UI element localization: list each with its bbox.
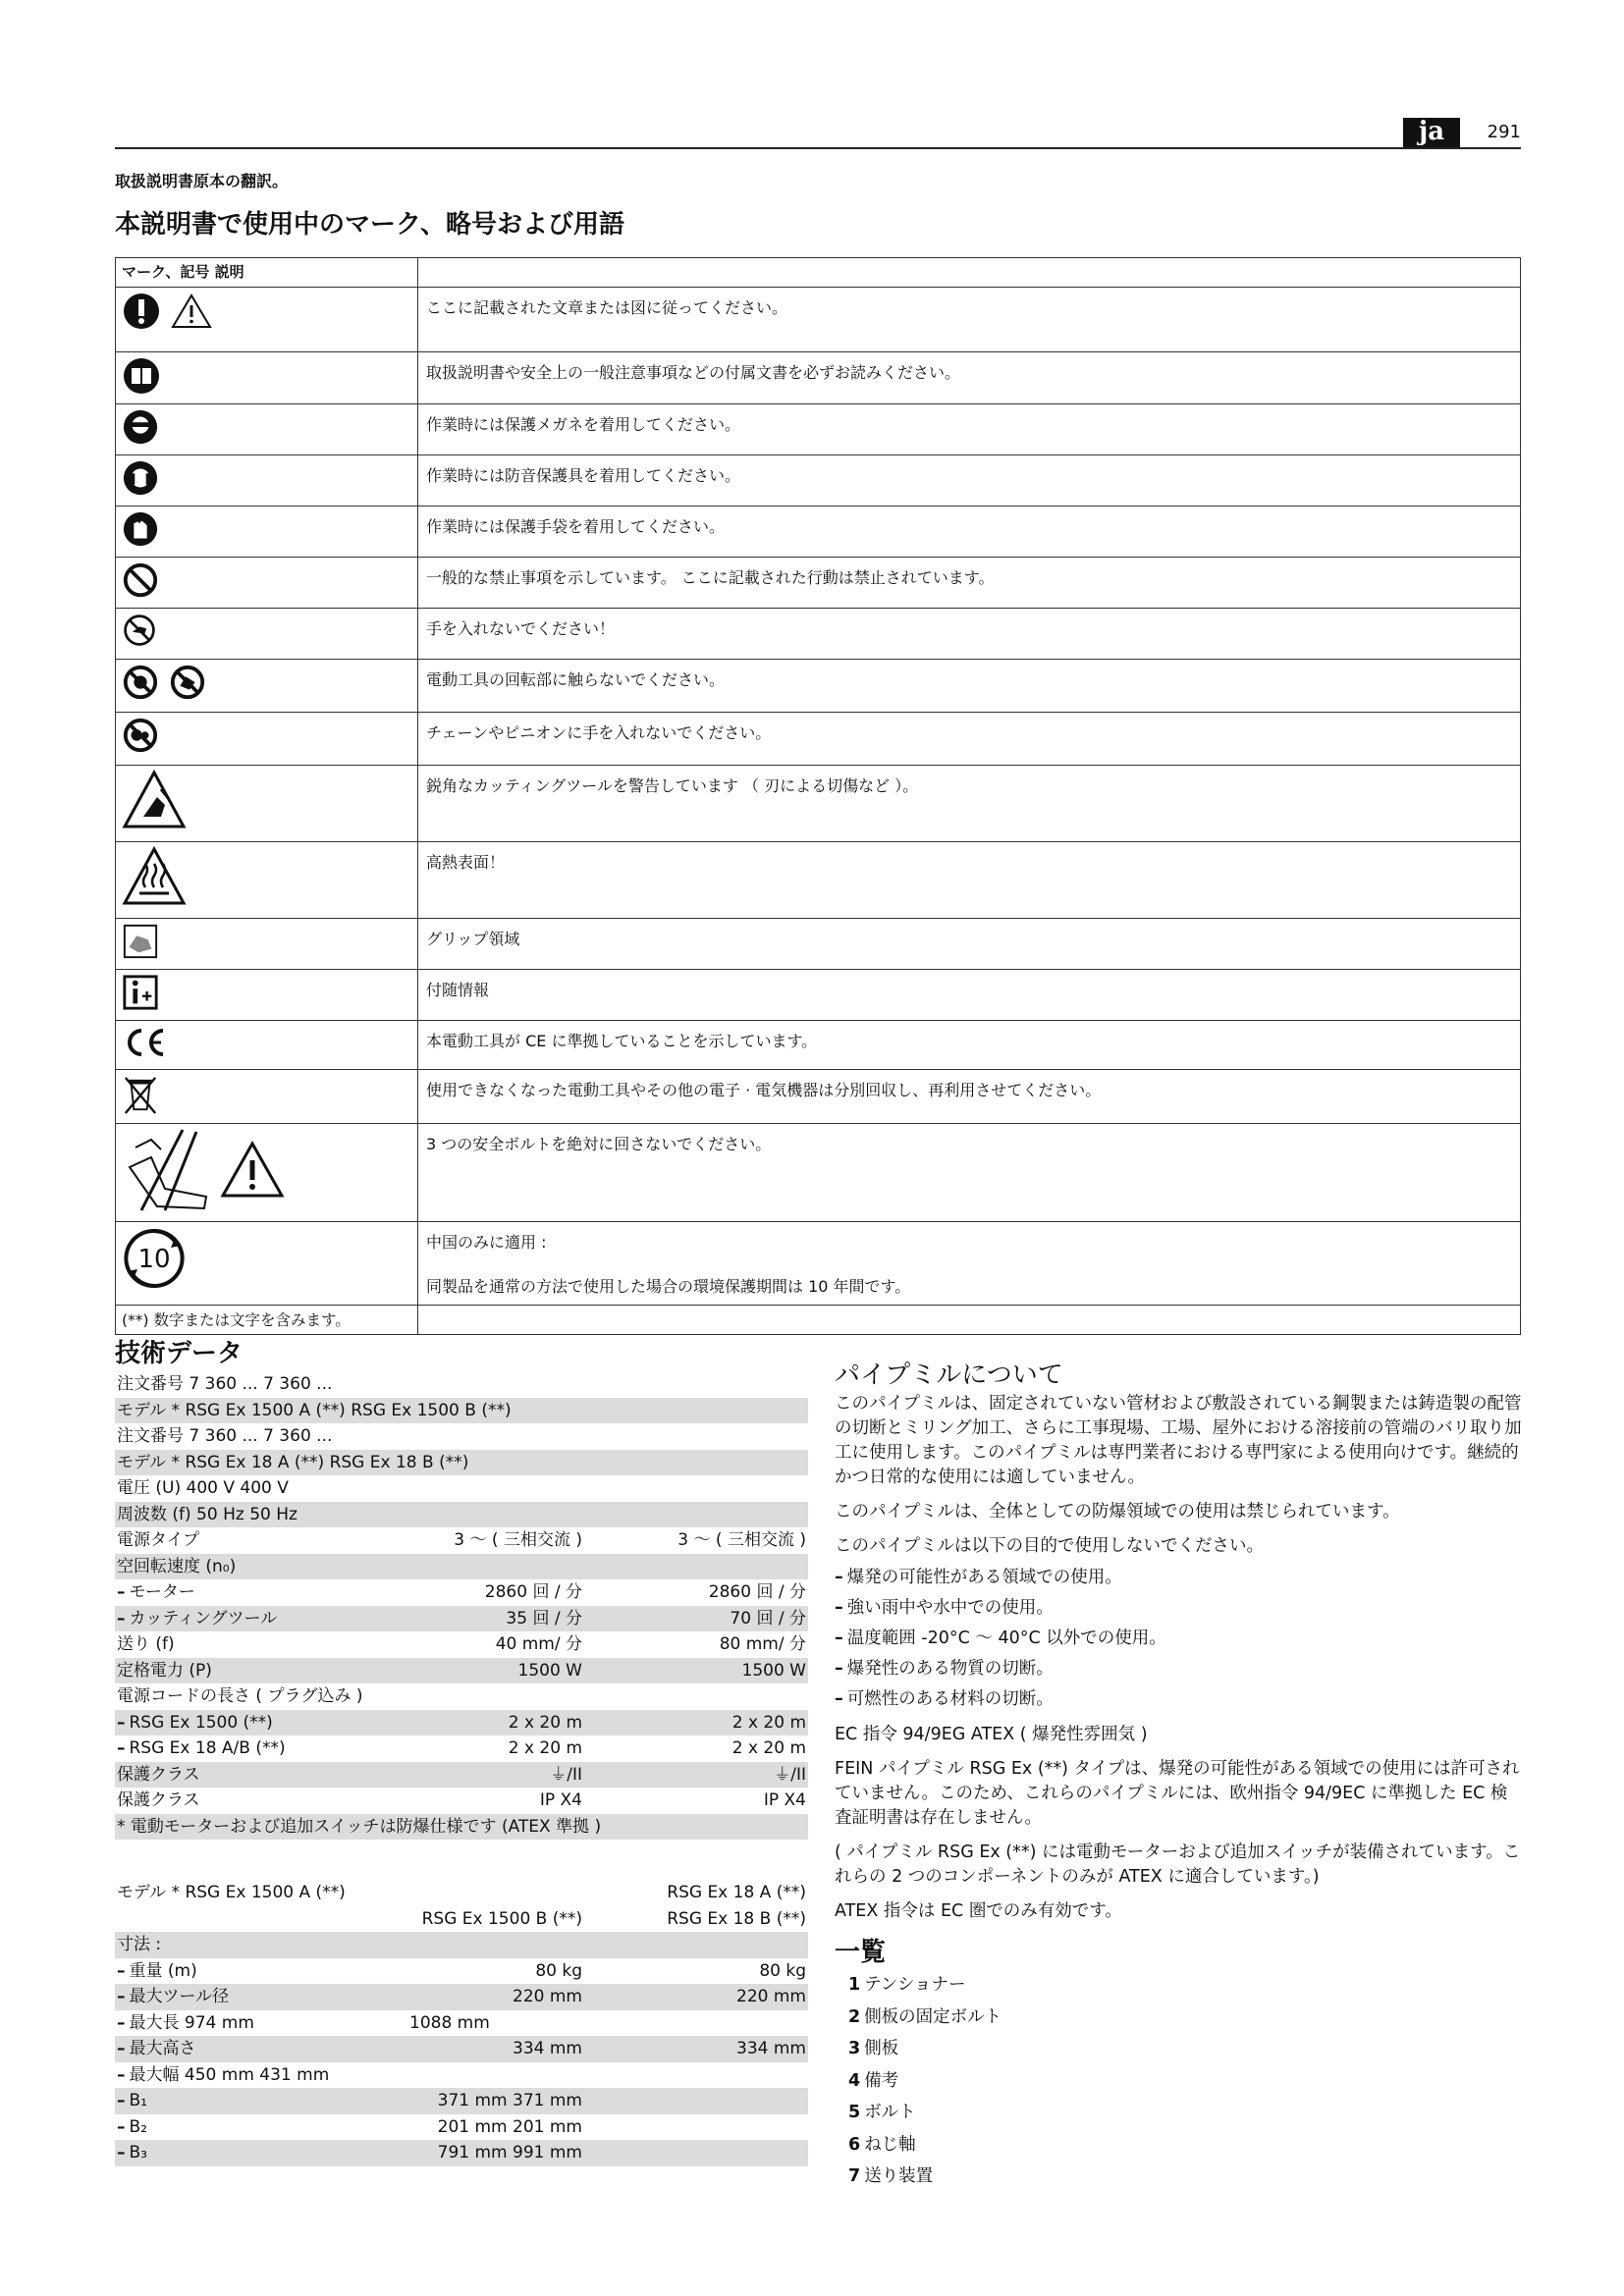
overview-title: 一覧: [835, 1938, 887, 1967]
safety-bolt-icon: [122, 1128, 210, 1212]
prohibited-uses-list: [835, 1563, 1522, 1715]
tech-data-value: 80 kg: [759, 1960, 806, 1981]
ear-protection-icon: [122, 459, 159, 497]
bullet-dash: –: [117, 1712, 126, 1733]
symbol-desc: ここに記載された文章または図に従ってください。: [418, 288, 1521, 352]
bullet-dash: –: [117, 1608, 126, 1629]
tech-data-label: 注文番号 7 360 ... 7 360 ...: [117, 1374, 333, 1394]
tech-data-value: 80 mm/ 分: [719, 1634, 806, 1654]
about-paragraph: このパイプミルは、固定されていない管材および敷設されている鋼製または鋳造製の配管の切断とミリング加工、さらに工事現場、工場、屋外における溶接前の管端のバリ取り加工に使用します。このパイプミルは専門業者における専門家による使用向けです。継続的かつ日常的な使用には適していません。: [835, 1394, 1522, 1487]
grip-area-icon: [122, 923, 159, 960]
hot-surface-icon: [122, 846, 187, 907]
tech-data-value: 80 kg: [535, 1960, 582, 1981]
about-paragraph: ATEX 指令は EC 圏でのみ有効です。: [835, 1901, 1122, 1921]
about-title: パイプミルについて: [835, 1361, 1063, 1390]
tech-data-label: – RSG Ex 1500 (**): [117, 1712, 273, 1733]
tech-data-title: 技術データ: [115, 1339, 244, 1368]
tech-data-label: 電源コードの長さ ( プラグ込み ): [117, 1686, 363, 1706]
bullet-dash: –: [117, 2064, 126, 2085]
tech-data-value: 220 mm: [736, 1987, 806, 2006]
bullet-dash: –: [117, 1960, 126, 1981]
tech-data-value: RSG Ex 1500 B (**): [421, 1908, 582, 1929]
about-paragraph: FEIN パイプミル RSG Ex (**) タイプは、爆発の可能性がある領域での使用には許可されていません。このため、これらのパイプミルには、欧州指令 94/9EC に準拠した EC 検査証明書は存在しません。: [835, 1759, 1520, 1828]
china-10-icon: [122, 1226, 187, 1291]
tech-data-row: [115, 1371, 808, 1398]
tech-data-value: 2 x 20 m: [508, 1712, 582, 1733]
list-item: – 爆発の可能性がある領域での使用。: [835, 1568, 1122, 1587]
tech-data-label: – 最大長 974 mm: [117, 2012, 254, 2033]
tech-data-row: [115, 1579, 808, 1606]
tech-data-row: [115, 1527, 808, 1554]
tech-data-row: [115, 2036, 808, 2062]
info-icon: [122, 974, 159, 1011]
tech-data-label: 電源タイプ: [117, 1530, 200, 1550]
bullet-dash: –: [117, 1738, 126, 1758]
tech-data-value: 35 回 / 分: [506, 1608, 582, 1629]
tech-data-label: – モーター: [117, 1582, 195, 1602]
symbol-desc: 3 つの安全ボルトを絶対に回さないでください。: [418, 1124, 1521, 1222]
symbol-desc: 使用できなくなった電動工具やその他の電子 · 電気機器は分別回収し、再利用させてください。: [418, 1070, 1521, 1124]
symbols-table-header: マーク、記号 説明: [116, 258, 418, 288]
prohibition-icon: [122, 561, 159, 599]
list-item: – 可燃性のある材料の切断。: [835, 1689, 1054, 1709]
tech-data-table-1: [115, 1371, 808, 1840]
tech-data-label: * 電動モーターおよび追加スイッチは防爆仕様です (ATEX 準拠 ): [117, 1816, 602, 1837]
symbol-desc: 一般的な禁止事項を示しています。 ここに記載された行動は禁止されています。: [418, 558, 1521, 609]
overview-list: [835, 1969, 1522, 2193]
no-touch-rotating-icon: [122, 664, 159, 701]
tech-data-label: – 最大高さ: [117, 2039, 196, 2058]
bullet-dash: –: [117, 1582, 126, 1602]
symbol-desc: 作業時には保護メガネを着用してください。: [418, 404, 1521, 455]
tech-data-row: [115, 2062, 808, 2089]
tech-data-label: モデル * RSG Ex 1500 A (**) RSG Ex 1500 B (**): [117, 1400, 512, 1420]
tech-data-row: [115, 1658, 808, 1684]
tech-data-row: [115, 1631, 808, 1658]
tech-data-label: 空回転速度 (n₀): [117, 1556, 237, 1576]
tech-data-value: 2 x 20 m: [731, 1712, 806, 1733]
tech-data-value: 334 mm: [513, 2039, 582, 2058]
tech-data-value: 3 ～ ( 三相交流 ): [677, 1530, 806, 1550]
tech-data-label: 電圧 (U) 400 V 400 V: [117, 1478, 289, 1498]
tech-data-label: 送り (f): [117, 1634, 175, 1654]
list-item: 7 送り装置: [848, 2166, 934, 2186]
tech-data-value: 3 ～ ( 三相交流 ): [454, 1530, 582, 1550]
bullet-dash: –: [117, 2012, 126, 2033]
symbol-desc: 作業時には保護手袋を着用してください。: [418, 507, 1521, 558]
tech-data-label: 寸法 :: [117, 1935, 162, 1954]
symbol-desc: 作業時には防音保護具を着用してください。: [418, 455, 1521, 507]
symbols-table-footnote: (**) 数字または文字を含みます。: [116, 1306, 418, 1335]
symbol-desc: 付随情報: [418, 970, 1521, 1021]
no-hands-icon: [122, 613, 157, 648]
page-header: [115, 116, 1521, 149]
tech-data-value: 220 mm: [513, 1987, 582, 2006]
tech-data-value: 791 mm 991 mm: [437, 2143, 582, 2163]
tech-data-value: RSG Ex 18 B (**): [667, 1908, 806, 1929]
tech-data-value: 70 回 / 分: [730, 1608, 806, 1629]
atex-heading: EC 指令 94/9EG ATEX ( 爆発性雰囲気 ): [835, 1725, 1148, 1744]
list-item: – 爆発性のある物質の切断。: [835, 1659, 1054, 1679]
tech-data-label: – B₁: [117, 2091, 147, 2110]
tech-data-row: [115, 2114, 808, 2141]
tech-data-value: IP X4: [539, 1790, 582, 1810]
tech-data-value: ⏚/II: [550, 1764, 582, 1785]
tech-data-row: [115, 1906, 808, 1933]
about-paragraph: ( パイプミル RSG Ex (**) には電動モーターおよび追加スイッチが装備されています。これらの 2 つのコンポーネントのみが ATEX に適合しています。): [835, 1842, 1521, 1887]
symbol-desc: 本電動工具が CE に準拠していることを示しています。: [418, 1021, 1521, 1070]
tech-data-value: IP X4: [763, 1790, 806, 1810]
tech-data-row: [115, 1475, 808, 1502]
tech-data-value: 2860 回 / 分: [708, 1582, 806, 1602]
mandatory-action-icon: [122, 292, 161, 331]
tech-data-row: [115, 1502, 808, 1528]
tech-data-label: – 最大幅 450 mm 431 mm: [117, 2064, 330, 2085]
symbols-table: [115, 257, 1521, 1335]
china-10-icon-text: 10: [137, 1245, 171, 1274]
tech-data-label: 保護クラス: [117, 1790, 200, 1810]
translation-note: 取扱説明書原本の翻訳。: [115, 172, 289, 190]
warning-icon: [171, 293, 212, 330]
symbol-desc: 電動工具の回転部に触らないでください。: [418, 660, 1521, 713]
symbol-desc-2: 同製品を通常の方法で使用した場合の環境保護期間は 10 年間です。: [426, 1277, 911, 1296]
tech-data-value: 40 mm/ 分: [495, 1634, 582, 1654]
symbol-desc: 中国のみに適用 :: [426, 1233, 547, 1252]
tech-data-label: モデル * RSG Ex 18 A (**) RSG Ex 18 B (**): [117, 1452, 469, 1472]
no-touch-rotating-icon: [169, 664, 206, 701]
list-item: – 強い雨中や水中での使用。: [835, 1598, 1054, 1618]
tech-data-label: – 重量 (m): [117, 1960, 197, 1981]
tech-data-row: [115, 1984, 808, 2010]
bullet-dash: –: [117, 2143, 126, 2163]
tech-data-row: [115, 2010, 808, 2037]
tech-data-value: 2 x 20 m: [731, 1738, 806, 1758]
tech-data-row: [115, 1762, 808, 1789]
bullet-dash: –: [117, 2116, 126, 2137]
tech-data-label: – B₃: [117, 2143, 147, 2163]
tech-data-value: 2 x 20 m: [508, 1738, 582, 1758]
tech-data-row: [115, 1683, 808, 1710]
list-item: 5 ボルト: [848, 2103, 916, 2122]
tech-data-table-2: [115, 1880, 808, 2166]
about-paragraph: このパイプミルは以下の目的で使用しないでください。: [835, 1536, 1264, 1556]
bullet-dash: –: [117, 1987, 126, 2006]
tech-data-row: [115, 1788, 808, 1814]
tech-data-label: 周波数 (f) 50 Hz 50 Hz: [117, 1504, 298, 1524]
tech-data-label: 保護クラス: [117, 1764, 200, 1785]
tech-data-row: [115, 1932, 808, 1958]
about-paragraph: このパイプミルは、全体としての防爆領域での使用は禁じられています。: [835, 1502, 1400, 1522]
tech-data-row: [115, 2140, 808, 2166]
tech-data-row: [115, 1880, 808, 1906]
list-item: 6 ねじ軸: [848, 2134, 916, 2155]
symbols-table-header-empty: [418, 258, 1521, 288]
symbol-desc: 高熱表面！: [418, 842, 1521, 919]
tech-data-row: [115, 1710, 808, 1736]
symbol-desc: 取扱説明書や安全上の一般注意事項などの付属文書を必ずお読みください。: [418, 352, 1521, 404]
list-item: 4 備考: [848, 2070, 899, 2091]
page-number: 291: [1487, 122, 1521, 142]
no-hands-chain-icon: [122, 717, 159, 754]
symbols-section-title: 本説明書で使用中のマーク、略号および用語: [115, 210, 624, 240]
ce-mark-icon: [122, 1025, 167, 1060]
tech-data-value: 2860 回 / 分: [484, 1582, 582, 1602]
tech-data-row: [115, 1735, 808, 1762]
tech-data-label: 定格電力 (P): [117, 1660, 212, 1681]
symbol-desc: チェーンやピニオンに手を入れないでください。: [418, 713, 1521, 766]
bullet-dash: –: [117, 2091, 126, 2110]
tech-data-label: – B₂: [117, 2116, 147, 2137]
tech-data-label: 注文番号 7 360 ... 7 360 ...: [117, 1426, 333, 1446]
list-item: 2 側板の固定ボルト: [848, 2006, 1002, 2027]
tech-data-value: RSG Ex 18 A (**): [667, 1883, 806, 1902]
tech-data-value: 1088 mm: [409, 2012, 490, 2033]
tech-data-value: 1500 W: [517, 1660, 582, 1681]
tech-data-label: – RSG Ex 18 A/B (**): [117, 1738, 286, 1758]
tech-data-row: [115, 1958, 808, 1985]
tech-data-label: – 最大ツール径: [117, 1987, 230, 2006]
tech-data-value: 1500 W: [741, 1660, 806, 1681]
bullet-dash: –: [117, 2039, 126, 2058]
tech-data-row: [115, 1398, 808, 1424]
read-manual-icon: [122, 356, 161, 396]
weee-bin-icon: [122, 1074, 159, 1115]
tech-data-row: [115, 1423, 808, 1450]
tech-data-label: モデル * RSG Ex 1500 A (**): [117, 1883, 346, 1902]
tech-data-value: 201 mm 201 mm: [437, 2116, 582, 2137]
symbol-desc: 鋭角なカッティングツールを警告しています （ 刃による切傷など ）。: [418, 766, 1521, 842]
symbol-desc: グリップ領域: [418, 919, 1521, 970]
tech-data-row: [115, 1450, 808, 1476]
tech-data-row: [115, 1606, 808, 1632]
right-column: [835, 1361, 1522, 2193]
language-tag: ja: [1403, 118, 1460, 147]
list-item: – 温度範囲 -20°C ～ 40°C 以外での使用。: [835, 1629, 1166, 1648]
symbol-desc: 手を入れないでください！: [418, 609, 1521, 660]
list-item: 1 テンショナー: [848, 1975, 966, 1995]
tech-data-value: ⏚/II: [774, 1764, 806, 1785]
list-item: 3 側板: [848, 2039, 899, 2058]
eye-protection-icon: [122, 408, 159, 446]
tech-data-label: – カッティングツール: [117, 1608, 278, 1629]
sharp-tool-warning-icon: [122, 770, 187, 830]
tech-data-row: [115, 1814, 808, 1841]
warning-icon: [220, 1141, 285, 1200]
gloves-icon: [122, 510, 159, 548]
tech-data-row: [115, 2088, 808, 2114]
tech-data-value: 371 mm 371 mm: [437, 2091, 582, 2110]
tech-data-row: [115, 1554, 808, 1580]
tech-data-value: 334 mm: [736, 2039, 806, 2058]
